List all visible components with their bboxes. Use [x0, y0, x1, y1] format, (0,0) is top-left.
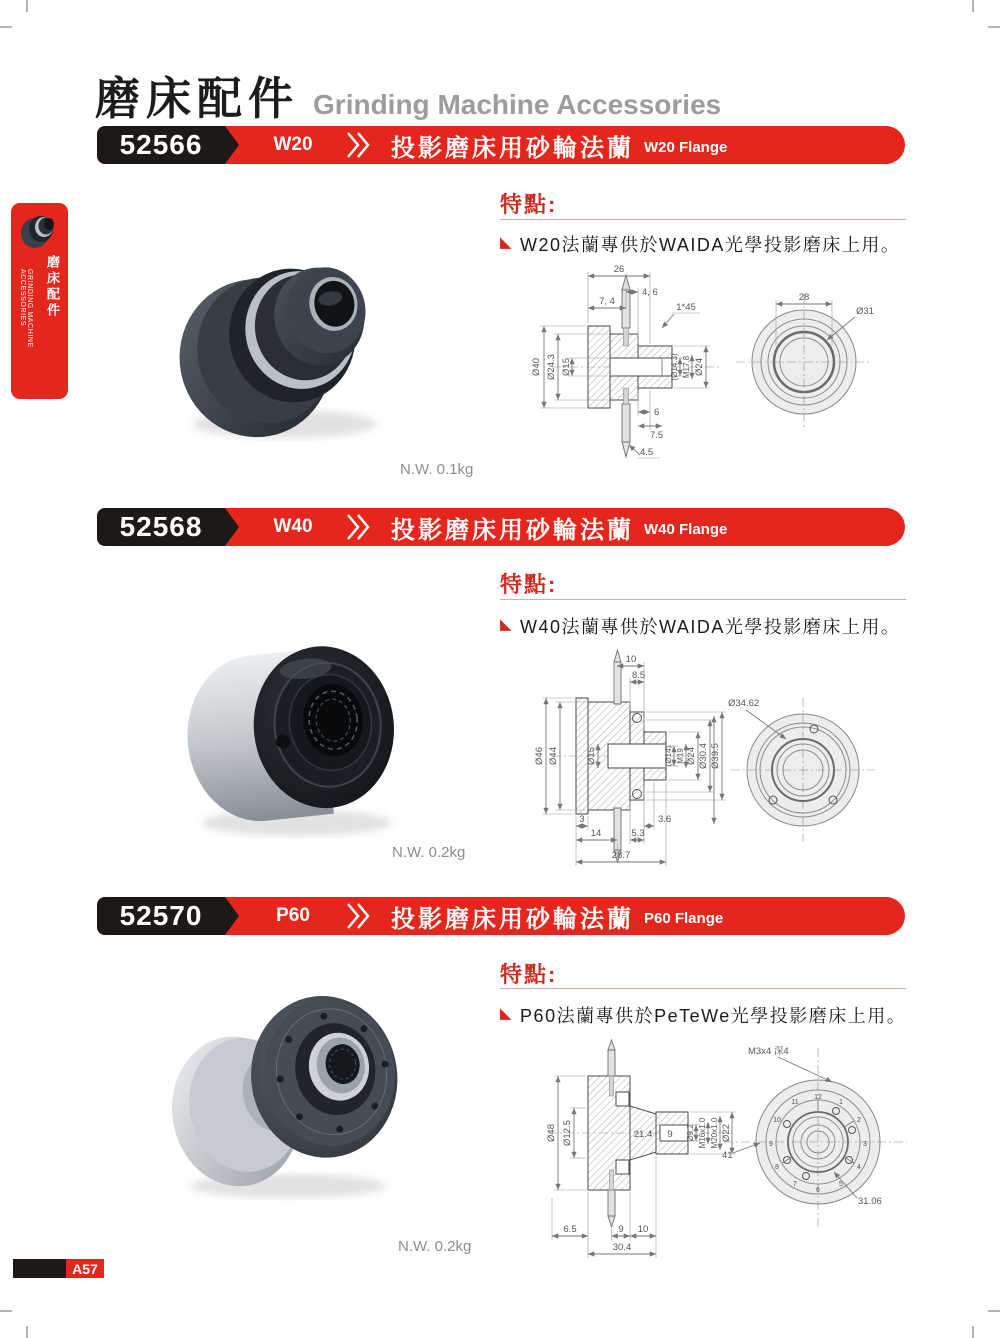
features-heading: 特點:	[500, 572, 558, 597]
page-header	[95, 62, 721, 127]
dim-label: 6.5	[563, 1224, 577, 1235]
clock-number: 3	[863, 1141, 867, 1148]
model-badge: W20	[273, 134, 313, 155]
dim-label: Ø15	[561, 358, 572, 376]
dim-label: Ø40	[531, 358, 542, 376]
banner-title-zh: 投影磨床用砂輪法蘭	[391, 134, 634, 162]
product-code: 52570	[119, 900, 203, 931]
dim-label: Ø48	[546, 1124, 557, 1142]
product-code: 52566	[119, 129, 203, 160]
chevron-separator-icon	[345, 901, 373, 931]
dim-label: 6	[654, 407, 660, 418]
product-code-block	[97, 126, 225, 164]
dim-label: Ø46	[534, 747, 545, 765]
dim-label: Ø24.3	[546, 354, 557, 380]
page-title-zh: 磨床配件	[95, 73, 300, 124]
w40-front-view-drawing	[706, 690, 881, 850]
dim-label: 26	[613, 264, 625, 275]
dim-label: Ø15	[586, 747, 597, 765]
clock-number: 11	[791, 1099, 799, 1106]
feature-item	[500, 1002, 920, 1028]
feature-item	[500, 613, 920, 639]
features-underline	[500, 599, 906, 600]
w20-front-view-drawing	[732, 288, 892, 428]
clock-number: 5	[839, 1181, 843, 1188]
dim-label: 3	[579, 814, 585, 825]
dim-label: Ø34.62	[728, 698, 760, 709]
bullet-icon: ◣	[500, 1005, 514, 1022]
product-code: 52568	[119, 511, 203, 542]
dim-label: 3.6	[658, 814, 672, 825]
features-heading: 特點:	[500, 192, 558, 217]
dim-label: 9	[667, 1129, 673, 1140]
product-photo-p60	[158, 978, 423, 1208]
dim-label: Ø24	[686, 747, 697, 765]
dim-label: Ø31	[856, 306, 874, 317]
w40-side-view-drawing	[532, 648, 730, 880]
dim-label: Ø9.2	[686, 1124, 695, 1142]
bullet-icon: ◣	[500, 616, 514, 633]
sidebar-label-zh: 磨床配件	[45, 255, 60, 319]
dim-label: Ø30.4	[698, 743, 709, 769]
chevron-separator-icon	[345, 130, 373, 160]
banner-52566	[97, 126, 905, 164]
dim-label: M16x1.0	[698, 1117, 707, 1149]
dim-label: 31.06	[858, 1196, 882, 1207]
product-photo-w20	[155, 222, 425, 457]
feature-text: W40法蘭專供於WAIDA光學投影磨床上用。	[520, 617, 901, 637]
dim-label: M3x4 深4	[748, 1046, 789, 1057]
clock-number: 10	[773, 1117, 781, 1124]
crop-mark	[988, 26, 1000, 28]
dim-label: 10	[637, 1224, 649, 1235]
dim-label: Ø22	[721, 1124, 732, 1142]
dim-label: 8.5	[632, 670, 646, 681]
net-weight-label: N.W. 0.2kg	[398, 1238, 472, 1255]
banner-52570	[97, 897, 905, 935]
crop-mark	[972, 0, 974, 12]
feature-text: P60法蘭專供於PeTeWe光學投影磨床上用。	[520, 1006, 907, 1026]
dim-label: 21.4	[633, 1129, 653, 1140]
dim-label: M19	[676, 748, 685, 764]
sidebar-thumb-flange-image	[17, 207, 61, 251]
banner-52568	[97, 508, 905, 546]
crop-mark	[0, 26, 12, 28]
dim-label: 30.4	[612, 1242, 632, 1253]
features-underline	[500, 988, 906, 989]
dim-label: 1*45	[676, 302, 696, 313]
sidebar-tab-grinding-accessories	[11, 203, 68, 399]
crop-mark	[972, 1326, 974, 1338]
bullet-icon: ◣	[500, 234, 514, 251]
page-title-en: Grinding Machine Accessories	[313, 89, 722, 120]
dim-label: (Ø14.3)	[670, 353, 679, 381]
clock-number: 2	[857, 1117, 861, 1124]
page-number-badge	[13, 1259, 104, 1278]
clock-number: 7	[793, 1181, 797, 1188]
dim-label: M20x1.0	[710, 1117, 719, 1149]
banner-title-zh: 投影磨床用砂輪法蘭	[391, 905, 634, 933]
net-weight-label: N.W. 0.2kg	[392, 844, 466, 861]
dim-label: 28.7	[611, 850, 631, 861]
page-number: A57	[66, 1259, 104, 1278]
clock-number: 4	[857, 1164, 861, 1171]
model-badge: W40	[273, 516, 313, 537]
dim-label: 7.5	[650, 430, 664, 441]
net-weight-label: N.W. 0.1kg	[400, 461, 474, 478]
clock-number: 12	[814, 1094, 822, 1101]
dim-label: 28	[798, 292, 810, 303]
dim-label: 9	[618, 1224, 624, 1235]
banner-title-en: W40 Flange	[644, 520, 728, 538]
p60-front-view-drawing	[720, 1042, 907, 1229]
dim-label: Ø39.5	[710, 743, 721, 769]
crop-mark	[0, 1310, 12, 1312]
feature-item	[500, 231, 920, 257]
product-photo-w40	[172, 618, 422, 846]
dim-label: 41	[722, 1150, 733, 1161]
page-tag-black-block	[13, 1259, 66, 1278]
clock-number: 6	[816, 1187, 820, 1194]
features-heading: 特點:	[500, 962, 558, 987]
dim-label: Ø24	[694, 358, 705, 376]
dim-label: 4.5	[640, 447, 654, 458]
crop-mark	[26, 0, 28, 12]
dim-label: (Ø14)	[664, 745, 673, 767]
crop-mark	[988, 1310, 1000, 1312]
dim-label: Ø12.5	[562, 1120, 573, 1146]
banner-title-zh: 投影磨床用砂輪法蘭	[391, 516, 634, 544]
w20-side-view-drawing	[528, 262, 728, 469]
dim-label: 7, 4	[599, 296, 615, 307]
clock-number: 8	[775, 1164, 779, 1171]
dim-label: M17.8	[682, 355, 691, 379]
crop-mark	[26, 1326, 28, 1338]
product-code-block	[97, 897, 225, 935]
dim-label: 4, 6	[642, 287, 658, 298]
banner-title-en: W20 Flange	[644, 138, 728, 156]
features-underline	[500, 219, 906, 220]
feature-text: W20法蘭專供於WAIDA光學投影磨床上用。	[520, 235, 901, 255]
dim-label: 5.3	[631, 828, 645, 839]
sidebar-label-en: GRINDING MACHINE ACCESSORIES	[19, 269, 33, 348]
dim-label: 14	[590, 828, 602, 839]
dim-label: 10	[625, 654, 637, 665]
p60-side-view-drawing	[532, 1038, 739, 1265]
model-badge: P60	[276, 905, 310, 926]
banner-title-en: P60 Flange	[644, 909, 724, 927]
chevron-separator-icon	[345, 512, 373, 542]
dim-label: Ø44	[548, 747, 559, 765]
clock-number: 1	[839, 1099, 843, 1106]
product-code-block	[97, 508, 225, 546]
clock-number: 9	[769, 1141, 773, 1148]
